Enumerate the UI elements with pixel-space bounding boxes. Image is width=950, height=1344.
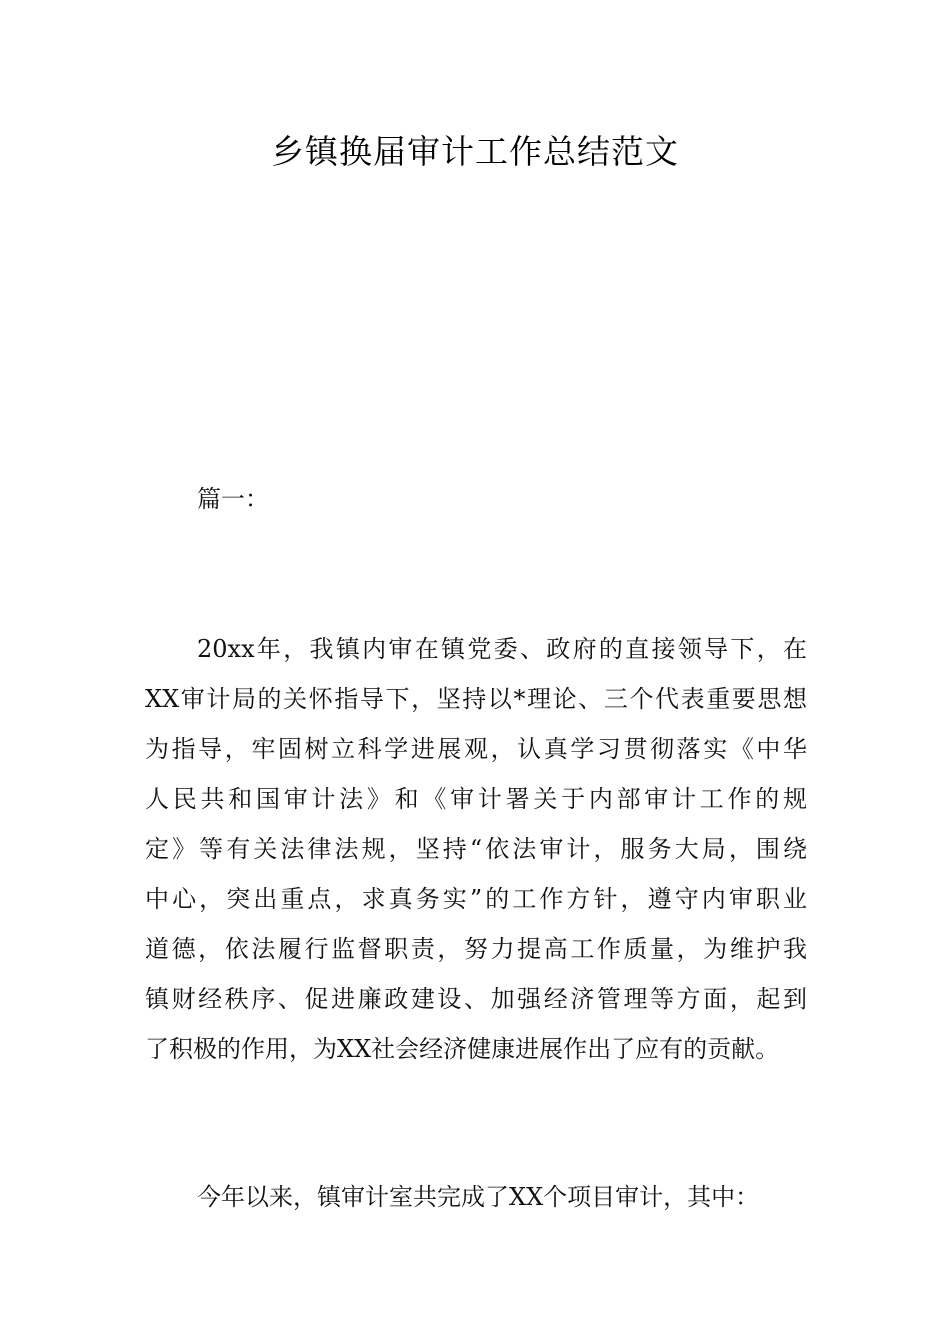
document-title: 乡镇换届审计工作总结范文 bbox=[271, 132, 679, 171]
section-heading: 篇一： bbox=[197, 485, 269, 513]
paragraph-2 bbox=[145, 1180, 807, 1230]
paragraph-1-line: 人民共和国审计法》和《审计署关于内部审计工作的规 bbox=[145, 785, 807, 813]
paragraph-1-line: 20xx年，我镇内审在镇党委、政府的直接领导下，在 bbox=[197, 635, 807, 663]
paragraph-1-line: 道德，依法履行监督职责，努力提高工作质量，为维护我 bbox=[145, 935, 807, 963]
paragraph-1-line: 为指导，牢固树立科学进展观，认真学习贯彻落实《中华 bbox=[145, 735, 807, 763]
paragraph-1-line: 中心，突出重点，求真务实”的工作方针，遵守内审职业 bbox=[145, 885, 807, 913]
paragraph-2-line: 今年以来，镇审计室共完成了XX个项目审计，其中： bbox=[197, 1183, 760, 1211]
paragraph-1-line: 镇财经秩序、促进廉政建设、加强经济管理等方面，起到 bbox=[145, 985, 807, 1013]
paragraph-1 bbox=[145, 632, 807, 1082]
paragraph-1-line: XX审计局的关怀指导下，坚持以*理论、三个代表重要思想 bbox=[145, 685, 807, 713]
paragraph-1-line: 定》等有关法律法规，坚持“依法审计，服务大局，围绕 bbox=[145, 835, 807, 863]
paragraph-1-line: 了积极的作用，为XX社会经济健康进展作出了应有的贡献。 bbox=[145, 1035, 780, 1063]
